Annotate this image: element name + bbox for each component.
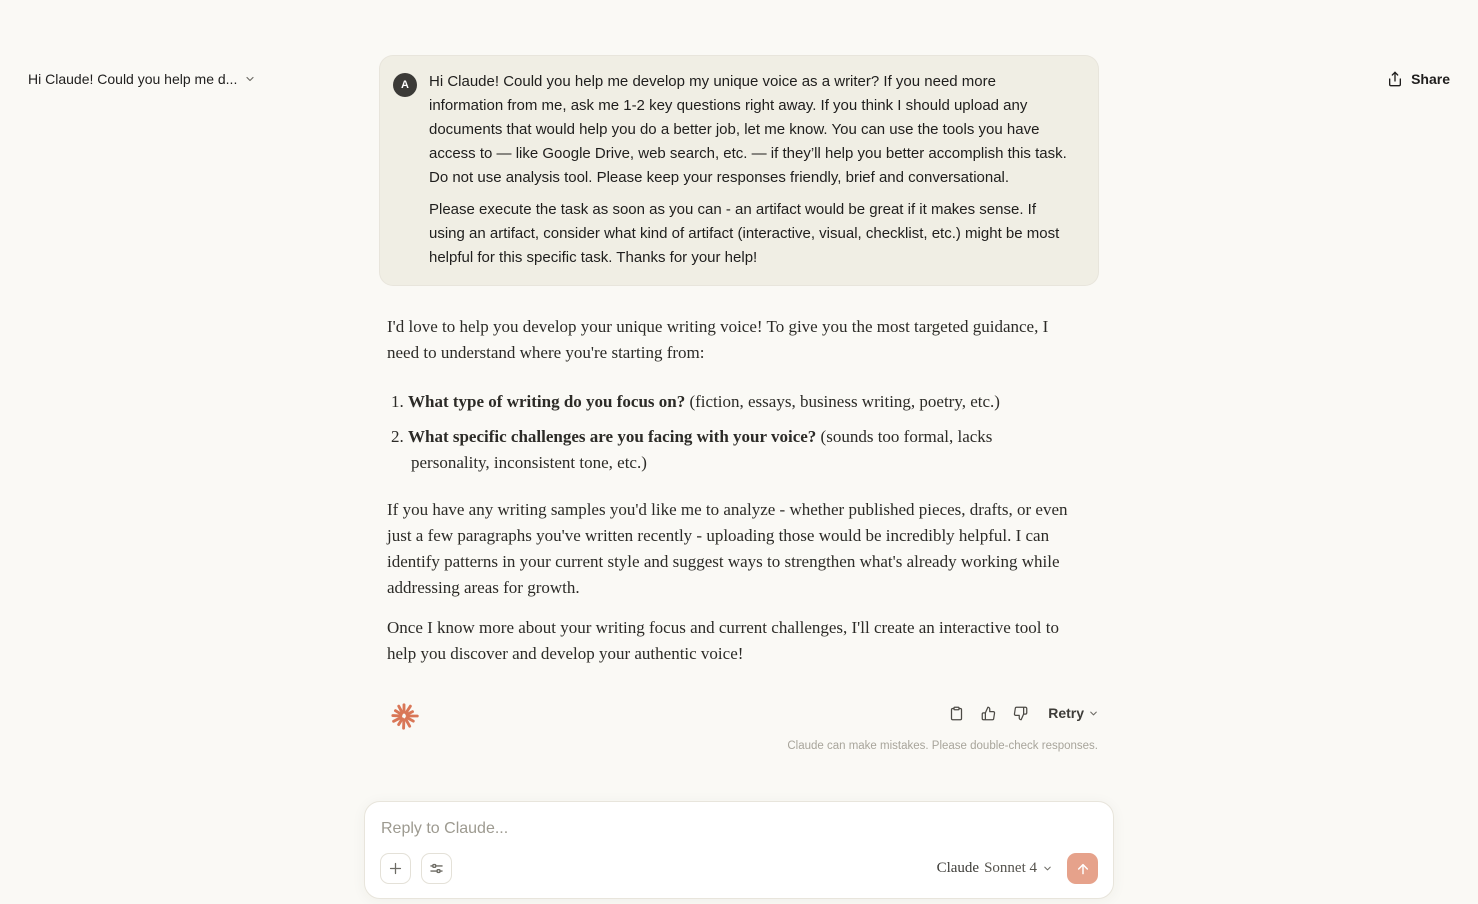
retry-label: Retry — [1048, 705, 1084, 721]
list-item-bold: What specific challenges are you facing with your voice? — [408, 427, 816, 446]
message-footer — [379, 699, 1099, 733]
thumbs-up-icon — [981, 706, 996, 721]
list-item-rest: (sounds too formal, lacks personality, inconsistent tone, etc.) — [411, 427, 992, 472]
list-item — [391, 424, 1075, 476]
thumbs-down-button[interactable] — [1008, 701, 1032, 725]
thumbs-up-button[interactable] — [976, 701, 1000, 725]
sliders-icon — [428, 860, 445, 877]
list-item-bold: What type of writing do you focus on? — [408, 392, 685, 411]
assistant-paragraph: If you have any writing samples you'd like me to analyze - whether published pieces, drafts, or even just a few paragraphs you've written recently - uploading those would be incredibly helpful. I can identify patterns in your current style and suggest ways to strengthen what's already working while addressing areas for growth. — [387, 497, 1075, 601]
model-selector[interactable] — [937, 860, 1053, 877]
share-button[interactable] — [1387, 71, 1450, 87]
composer-toolbar — [380, 853, 1098, 884]
user-avatar: A — [393, 73, 417, 97]
share-label: Share — [1411, 71, 1450, 87]
arrow-up-icon — [1075, 861, 1091, 877]
user-message-paragraph: Please execute the task as soon as you can - an artifact would be great if it makes sense. If using an artifact, consider what kind of artifact (interactive, visual, checklist, etc.) might be most helpful for this specific task. Thanks for your help! — [429, 198, 1068, 270]
reply-input[interactable] — [380, 815, 1098, 847]
conversation-title: Hi Claude! Could you help me d... — [28, 71, 237, 87]
send-button[interactable] — [1067, 853, 1098, 884]
list-item-rest: (fiction, essays, business writing, poetry, etc.) — [685, 392, 1000, 411]
assistant-message — [379, 314, 1099, 667]
assistant-numbered-list — [387, 389, 1075, 476]
tools-menu-button[interactable] — [421, 853, 452, 884]
plus-icon — [387, 860, 404, 877]
conversation-title-menu[interactable] — [28, 71, 256, 87]
list-number: 1. — [391, 392, 404, 411]
chat-column — [379, 55, 1099, 752]
thumbs-down-icon — [1013, 706, 1028, 721]
share-icon — [1387, 71, 1403, 87]
top-bar — [0, 55, 1478, 103]
list-number: 2. — [391, 427, 404, 446]
composer — [364, 801, 1114, 899]
copy-button[interactable] — [944, 701, 968, 725]
disclaimer-text: Claude can make mistakes. Please double-check responses. — [379, 740, 1099, 752]
user-message-paragraph: Hi Claude! Could you help me develop my unique voice as a writer? If you need more information from me, ask me 1-2 key questions right away. If you think I should upload any documents that would help you do a better job, let me know. You can use the tools you have access to — like Google Drive, web search, etc. — if they’ll help you better accomplish this task. Do not use analysis tool. Please keep your responses friendly, brief and conversational. — [429, 70, 1068, 190]
retry-button[interactable] — [1048, 705, 1099, 721]
claude-logo-icon — [387, 699, 421, 733]
chevron-down-icon — [1088, 708, 1099, 719]
message-actions — [944, 701, 1099, 725]
model-brand: Claude — [937, 860, 980, 877]
assistant-paragraph: I'd love to help you develop your unique writing voice! To give you the most targeted guidance, I need to understand where you're starting from: — [387, 314, 1075, 366]
chevron-down-icon — [244, 73, 256, 85]
model-variant: Sonnet 4 — [984, 860, 1037, 877]
assistant-paragraph: Once I know more about your writing focus and current challenges, I'll create an interactive tool to help you discover and develop your authentic voice! — [387, 615, 1075, 667]
list-item — [391, 389, 1075, 415]
chevron-down-icon — [1042, 863, 1053, 874]
attach-button[interactable] — [380, 853, 411, 884]
clipboard-icon — [949, 706, 964, 721]
